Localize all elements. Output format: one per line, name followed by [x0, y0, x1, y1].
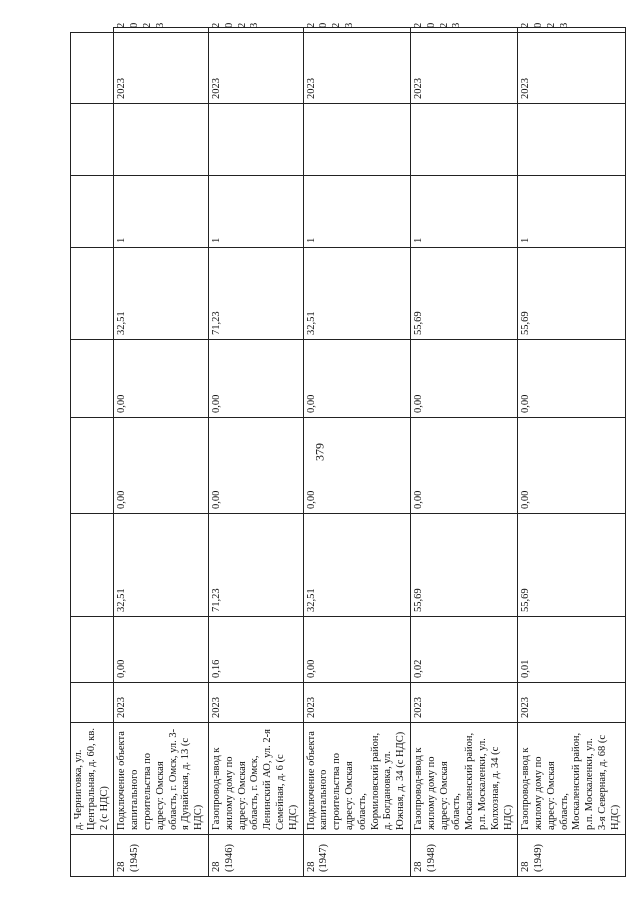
cell-value: 0,00	[208, 418, 303, 514]
cell-value: 2023	[114, 28, 209, 33]
cell-value	[303, 104, 410, 176]
cell-empty	[71, 514, 114, 617]
cell-value: 2023	[208, 33, 303, 104]
cell-year: 2023	[114, 683, 209, 723]
cell-num: 28 (1946)	[208, 835, 303, 877]
cell-value: 32,51	[303, 248, 410, 340]
cell-empty	[71, 340, 114, 418]
cell-num: 28 (1945)	[114, 835, 209, 877]
cell-value: 55,69	[410, 248, 517, 340]
cell-value: 1	[410, 176, 517, 248]
cell-value: 0,00	[410, 418, 517, 514]
table-frame	[70, 22, 621, 877]
rotated-table-container	[70, 22, 621, 877]
cell-value: 2023	[518, 33, 625, 104]
cell-value: 2023	[518, 28, 625, 33]
cell-value: 55,69	[518, 248, 625, 340]
cell-name: Подключение объекта капитального строительства по адресу: Омская область, г. Омск, ул. 3-я Дунайская, д. 13 (с НДС)	[114, 723, 209, 835]
cell-value	[208, 104, 303, 176]
cell-value: 0,00	[303, 340, 410, 418]
cell-empty	[71, 617, 114, 683]
cell-value: 0,00	[518, 418, 625, 514]
cell-num	[71, 835, 114, 877]
table-row	[410, 28, 517, 877]
table-row	[208, 28, 303, 877]
cell-value: 0,00	[410, 340, 517, 418]
cell-value: 2023	[208, 28, 303, 33]
cell-value: 32,51	[303, 514, 410, 617]
cell-value: 0,00	[303, 617, 410, 683]
cell-value: 2023	[303, 28, 410, 33]
table-row	[303, 28, 410, 877]
cell-empty	[71, 418, 114, 514]
cell-empty	[71, 248, 114, 340]
cell-value: 0,01	[518, 617, 625, 683]
cell-name: Газопровод-ввод к жилому дому по адресу: Омская область, Москаленский район, р.п. Москаленки, ул. 3-я Северная, д. 68 (с НДС)	[518, 723, 625, 835]
cell-empty	[71, 33, 114, 104]
cell-value: 0,00	[303, 418, 410, 514]
cell-year: 2023	[208, 683, 303, 723]
cell-num: 28 (1947)	[303, 835, 410, 877]
cell-value: 1	[208, 176, 303, 248]
cell-value: 0,00	[518, 340, 625, 418]
cell-name: Подключение объекта капитального строительства по адресу: Омская область, Кормиловский район, д. Богдановка, ул. Южная, д. 34 (с НДС)	[303, 723, 410, 835]
cell-empty	[71, 104, 114, 176]
cell-value: 55,69	[518, 514, 625, 617]
cell-value: 0,00	[114, 340, 209, 418]
table-row	[114, 28, 209, 877]
cell-value: 0,16	[208, 617, 303, 683]
cell-value	[518, 104, 625, 176]
cell-value: 2023	[410, 28, 517, 33]
cell-num: 28 (1948)	[410, 835, 517, 877]
investment-program-table	[70, 22, 626, 877]
cell-name: Газопровод-ввод к жилому дому по адресу: Омская область, г. Омск, Ленинский АО, ул. 2-я Семейная, д. 6 (с НДС)	[208, 723, 303, 835]
cell-name: д. Черниговка, ул. Центральная, д. 60, кв. 2 (с НДС)	[71, 723, 114, 835]
cell-year: 2023	[518, 683, 625, 723]
cell-value	[114, 104, 209, 176]
cell-name: Газопровод-ввод к жилому дому по адресу: Омская область, Москаленский район, р.п. Москаленки, ул. Колхозная, д. 34 (с НДС)	[410, 723, 517, 835]
cell-year: 2023	[410, 683, 517, 723]
table-row-continuation	[71, 28, 114, 877]
cell-value: 1	[303, 176, 410, 248]
table-row	[518, 28, 625, 877]
cell-value: 0,00	[208, 340, 303, 418]
cell-value: 0,00	[114, 617, 209, 683]
cell-value: 2023	[410, 33, 517, 104]
page-number: 379	[312, 443, 327, 461]
cell-num: 28 (1949)	[518, 835, 625, 877]
cell-value: 71,23	[208, 248, 303, 340]
cell-value: 1	[114, 176, 209, 248]
cell-empty	[71, 683, 114, 723]
cell-value: 32,51	[114, 514, 209, 617]
cell-value: 2023	[114, 33, 209, 104]
cell-empty	[71, 176, 114, 248]
cell-value: 1	[518, 176, 625, 248]
cell-value: 2023	[303, 33, 410, 104]
cell-value: 32,51	[114, 248, 209, 340]
cell-value: 71,23	[208, 514, 303, 617]
cell-value: 55,69	[410, 514, 517, 617]
cell-value: 0,00	[114, 418, 209, 514]
cell-value: 0,02	[410, 617, 517, 683]
cell-value	[410, 104, 517, 176]
cell-year: 2023	[303, 683, 410, 723]
